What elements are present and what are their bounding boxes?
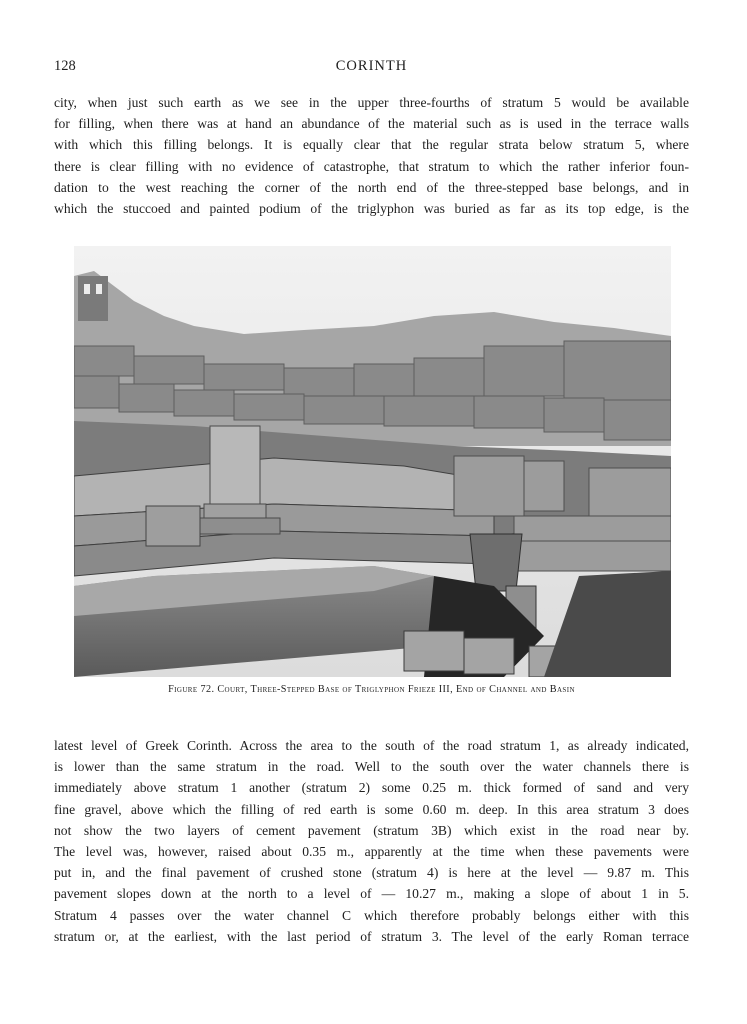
- text-line: latest level of Greek Corinth. Across the area to the south of the road stratum 1, as already indicated,: [54, 738, 689, 753]
- text-line: dation to the west reaching the corner of the north end of the three-stepped base belongs, and in: [54, 179, 689, 195]
- text-line: Stratum 4 passes over the water channel C which therefore probably belongs either with this: [54, 907, 689, 923]
- text-line: put in, and the final pavement of crushed stone (stratum 4) is here at the level — 9.87 m. This: [54, 865, 689, 881]
- ruins-photo: [74, 246, 671, 677]
- figure-photograph: [74, 246, 671, 677]
- text-line: with which this filling belongs. It is equally clear that the regular strata below stratum 5, where: [54, 137, 689, 153]
- text-line: The level was, however, raised about 0.35 m., apparently at the time when these pavements were: [54, 843, 689, 859]
- text-line: pavement slopes down at the north to a level of — 10.27 m., making a slope of about 1 in 5.: [54, 886, 689, 902]
- text-line: which the stuccoed and painted podium of the triglyphon was buried as far as its top edge, is the: [54, 200, 689, 216]
- text-line: immediately above stratum 1 another (stratum 2) some 0.25 m. thick formed of sand and very: [54, 780, 689, 796]
- text-line: for filling, when there was at hand an abundance of the material such as is used in the terrace walls: [54, 116, 689, 132]
- text-line: not show the two layers of cement pavement (stratum 3B) which exist in the road near by.: [54, 822, 689, 838]
- text-line: fine gravel, above which the filling of red earth is some 0.60 m. deep. In this area stratum 3 does: [54, 801, 689, 817]
- figure-caption: Figure 72. Court, Three-Stepped Base of Triglyphon Frieze III, End of Channel and Basin: [168, 684, 575, 695]
- paragraph-bottom: [54, 735, 689, 947]
- text-line: city, when just such earth as we see in the upper three-fourths of stratum 5 would be available: [54, 95, 689, 110]
- running-header: [54, 58, 689, 80]
- paragraph-top: [54, 92, 689, 219]
- running-title: CORINTH: [335, 58, 408, 74]
- text-line: there is clear filling with no evidence of catastrophe, that stratum to which the rather inferior foun-: [54, 158, 689, 174]
- text-line: is lower than the same stratum in the road. Well to the south over the water channels there is: [54, 759, 689, 775]
- text-line: stratum or, at the earliest, with the last period of stratum 3. The level of the early Roman terrace: [54, 928, 689, 944]
- page-number: 128: [54, 58, 76, 74]
